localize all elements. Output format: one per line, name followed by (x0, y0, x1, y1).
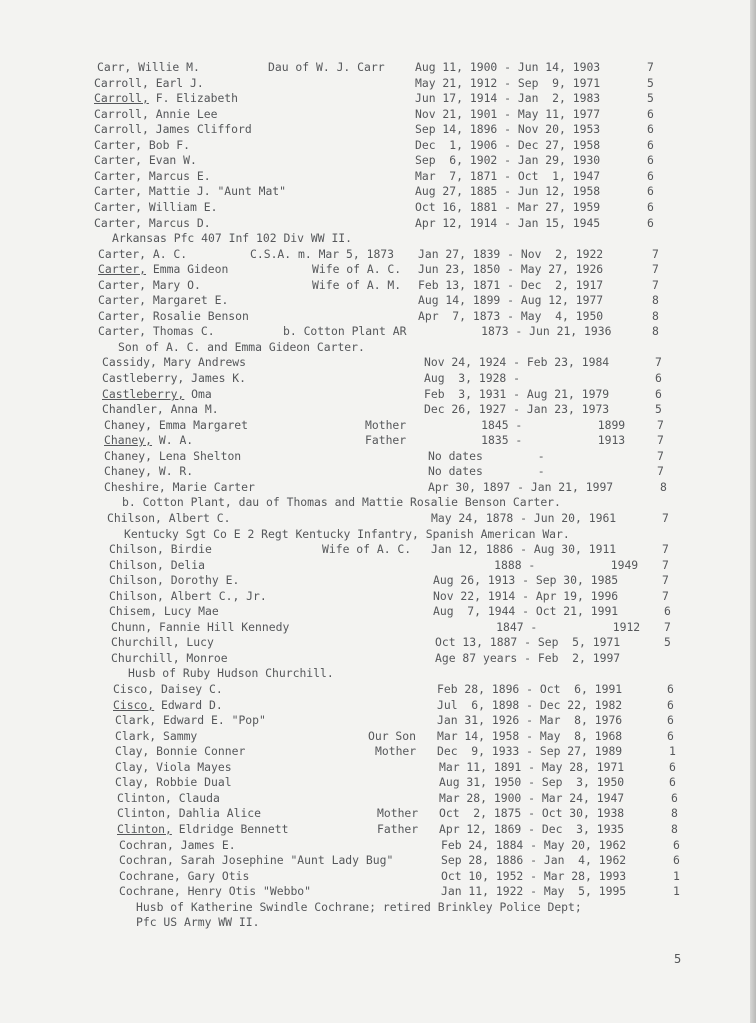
burial-record (0, 216, 740, 231)
record-section-code: 7 (652, 262, 659, 276)
record-section-code: 7 (647, 60, 654, 74)
record-name: Castleberry, Oma (102, 387, 212, 401)
record-section-code: 7 (662, 573, 669, 587)
record-section-code: 8 (652, 309, 659, 323)
burial-record (0, 418, 740, 433)
burial-record (0, 713, 740, 728)
record-dates: Dec 1, 1906 - Dec 27, 1958 (415, 138, 601, 152)
record-name: Churchill, Monroe (111, 651, 228, 665)
record-dates: Feb 13, 1871 - Dec 2, 1917 (418, 278, 604, 292)
burial-record (0, 604, 740, 619)
record-name: Carter, Mary O. (98, 278, 201, 292)
record-dates: May 21, 1912 - Sep 9, 1971 (415, 76, 601, 90)
record-dates: Mar 14, 1958 - May 8, 1968 (437, 729, 623, 743)
record-section-code: 1 (673, 884, 680, 898)
record-dates: Aug 26, 1913 - Sep 30, 1985 (433, 573, 619, 587)
record-section-code: 6 (647, 107, 654, 121)
record-name: Carroll, James Clifford (94, 122, 252, 136)
record-name: Cochrane, Gary Otis (119, 869, 250, 883)
burial-record (0, 324, 740, 339)
record-name: Cisco, Edward D. (113, 698, 223, 712)
record-dates: No dates - (428, 464, 545, 478)
record-name: Cochrane, Henry Otis "Webbo" (119, 884, 312, 898)
record-name: Clark, Edward E. "Pop" (115, 713, 266, 727)
record-section-code: 6 (671, 791, 678, 805)
record-name: Carr, Willie M. (97, 60, 200, 74)
record-name: Chaney, Emma Margaret (104, 418, 249, 432)
record-name: Chilson, Delia (109, 558, 206, 572)
burial-record (0, 122, 740, 137)
burial-record (0, 387, 740, 402)
record-dates: 1873 - Jun 21, 1936 (440, 324, 612, 338)
entry-note-line: Arkansas Pfc 407 Inf 102 Div WW II. (112, 231, 353, 245)
burial-record (0, 169, 740, 184)
burial-record (0, 480, 740, 495)
record-dates: May 24, 1878 - Jun 20, 1961 (431, 511, 617, 525)
record-dates: Sep 28, 1886 - Jan 4, 1962 (441, 853, 627, 867)
burial-record (0, 651, 740, 666)
record-name: Carter, Margaret E. (98, 293, 229, 307)
record-dates: Apr 12, 1869 - Dec 3, 1935 (439, 822, 625, 836)
record-dates: Aug 31, 1950 - Sep 3, 1950 (439, 775, 625, 789)
record-section-code: 6 (669, 775, 676, 789)
record-dates: Jan 11, 1922 - May 5, 1995 (441, 884, 627, 898)
record-section-code: 6 (655, 371, 662, 385)
record-name: Carter, Evan W. (94, 153, 197, 167)
record-dates: Jul 6, 1898 - Dec 22, 1982 (437, 698, 623, 712)
record-relation: Father (377, 822, 419, 836)
record-dates: Sep 6, 1902 - Jan 29, 1930 (415, 153, 601, 167)
burial-record (0, 744, 740, 759)
record-name: Cisco, Daisey C. (113, 682, 223, 696)
record-name: Carter, Emma Gideon (98, 262, 229, 276)
record-dates: Age 87 years - Feb 2, 1997 (435, 651, 621, 665)
record-dates: 1845 - 1899 (440, 418, 626, 432)
record-section-code: 6 (667, 698, 674, 712)
record-name: Chaney, W. R. (104, 464, 194, 478)
record-dates: Jun 23, 1850 - May 27, 1926 (418, 262, 604, 276)
record-dates: No dates - (428, 449, 545, 463)
record-relation: b. Cotton Plant AR (283, 324, 407, 338)
record-name: Chunn, Fannie Hill Kennedy (111, 620, 290, 634)
burial-record (0, 449, 740, 464)
record-dates: Jan 12, 1886 - Aug 30, 1911 (431, 542, 617, 556)
record-dates: Feb 3, 1931 - Aug 21, 1979 (424, 387, 610, 401)
record-dates: Jun 17, 1914 - Jan 2, 1983 (415, 91, 601, 105)
record-name: Carter, A. C. (98, 247, 188, 261)
record-name: Clark, Sammy (115, 729, 198, 743)
record-name: Carter, Marcus D. (94, 216, 211, 230)
record-section-code: 7 (657, 433, 664, 447)
record-section-code: 7 (657, 449, 664, 463)
record-section-code: 8 (652, 293, 659, 307)
burial-record (0, 293, 740, 308)
record-relation: Our Son (368, 729, 417, 743)
record-dates: Aug 14, 1899 - Aug 12, 1977 (418, 293, 604, 307)
record-name: Clay, Bonnie Conner (115, 744, 246, 758)
record-dates: Mar 7, 1871 - Oct 1, 1947 (415, 169, 601, 183)
burial-record (0, 806, 740, 821)
record-section-code: 5 (647, 91, 654, 105)
record-dates: Mar 11, 1891 - May 28, 1971 (439, 760, 625, 774)
burial-record (0, 760, 740, 775)
entry-note-line: Husb of Ruby Hudson Churchill. (128, 666, 334, 680)
burial-record (0, 153, 740, 168)
record-section-code: 1 (669, 744, 676, 758)
record-section-code: 6 (647, 184, 654, 198)
record-name: Chilson, Albert C. (107, 511, 231, 525)
burial-record (0, 60, 740, 75)
record-name: Clay, Robbie Dual (115, 775, 232, 789)
burial-record (0, 791, 740, 806)
record-name: Clinton, Eldridge Bennett (117, 822, 289, 836)
record-section-code: 7 (664, 620, 671, 634)
record-dates: Jan 31, 1926 - Mar 8, 1976 (437, 713, 623, 727)
record-relation: Mother (375, 744, 417, 758)
record-name: Castleberry, James K. (102, 371, 247, 385)
record-section-code: 6 (673, 853, 680, 867)
record-section-code: 6 (647, 138, 654, 152)
record-dates: Oct 13, 1887 - Sep 5, 1971 (435, 635, 621, 649)
record-section-code: 5 (655, 402, 662, 416)
record-name: Carroll, F. Elizabeth (94, 91, 239, 105)
record-dates: Mar 28, 1900 - Mar 24, 1947 (439, 791, 625, 805)
record-dates: Nov 24, 1924 - Feb 23, 1984 (424, 355, 610, 369)
burial-record (0, 76, 740, 91)
record-section-code: 7 (652, 247, 659, 261)
record-dates: Feb 24, 1884 - May 20, 1962 (441, 838, 627, 852)
record-dates: Aug 27, 1885 - Jun 12, 1958 (415, 184, 601, 198)
burial-record (0, 838, 740, 853)
record-section-code: 7 (662, 558, 669, 572)
record-dates: 1835 - 1913 (440, 433, 626, 447)
record-dates: Aug 7, 1944 - Oct 21, 1991 (433, 604, 619, 618)
burial-record (0, 542, 740, 557)
record-section-code: 7 (662, 511, 669, 525)
burial-record (0, 262, 740, 277)
record-name: Chaney, W. A. (104, 433, 194, 447)
record-dates: Dec 26, 1927 - Jan 23, 1973 (424, 402, 610, 416)
record-relation: Dau of W. J. Carr (268, 60, 385, 74)
record-name: Chilson, Albert C., Jr. (109, 589, 267, 603)
record-name: Carroll, Annie Lee (94, 107, 218, 121)
record-dates: Sep 14, 1896 - Nov 20, 1953 (415, 122, 601, 136)
record-relation: C.S.A. m. Mar 5, 1873 (250, 247, 395, 261)
burial-record (0, 184, 740, 199)
record-section-code: 6 (667, 682, 674, 696)
record-name: Carter, Marcus E. (94, 169, 211, 183)
burial-record (0, 371, 740, 386)
record-dates: Apr 7, 1873 - May 4, 1950 (418, 309, 604, 323)
record-section-code: 6 (669, 760, 676, 774)
burial-record (0, 822, 740, 837)
burial-record (0, 775, 740, 790)
burial-record (0, 278, 740, 293)
entry-note-line: Husb of Katherine Swindle Cochrane; retired Brinkley Police Dept; (136, 900, 582, 914)
record-section-code: 6 (647, 153, 654, 167)
record-name: Clay, Viola Mayes (115, 760, 232, 774)
burial-record (0, 729, 740, 744)
record-relation: Father (365, 433, 407, 447)
record-dates: 1847 - 1912 (455, 620, 641, 634)
burial-record (0, 620, 740, 635)
record-name: Carter, Rosalie Benson (98, 309, 249, 323)
record-dates: Nov 22, 1914 - Apr 19, 1996 (433, 589, 619, 603)
record-name: Carter, Mattie J. "Aunt Mat" (94, 184, 287, 198)
record-relation: Wife of A. C. (312, 262, 402, 276)
burial-record (0, 853, 740, 868)
record-dates: Jan 27, 1839 - Nov 2, 1922 (418, 247, 604, 261)
record-dates: Aug 11, 1900 - Jun 14, 1903 (415, 60, 601, 74)
record-section-code: 6 (667, 729, 674, 743)
record-relation: Mother (377, 806, 419, 820)
burial-record (0, 558, 740, 573)
record-name: Chilson, Dorothy E. (109, 573, 240, 587)
record-dates: Apr 12, 1914 - Jan 15, 1945 (415, 216, 601, 230)
record-section-code: 8 (671, 822, 678, 836)
record-name: Clinton, Dahlia Alice (117, 806, 262, 820)
burial-record (0, 464, 740, 479)
record-name: Cheshire, Marie Carter (104, 480, 255, 494)
record-relation: Mother (365, 418, 407, 432)
burial-record (0, 247, 740, 262)
burial-record (0, 402, 740, 417)
record-section-code: 6 (647, 216, 654, 230)
record-section-code: 6 (664, 604, 671, 618)
record-section-code: 7 (662, 589, 669, 603)
record-dates: Dec 9, 1933 - Sep 27, 1989 (437, 744, 623, 758)
record-name: Chandler, Anna M. (102, 402, 219, 416)
burial-record (0, 635, 740, 650)
record-name: Carroll, Earl J. (94, 76, 204, 90)
record-name: Carter, William E. (94, 200, 218, 214)
record-section-code: 5 (664, 635, 671, 649)
burial-record (0, 433, 740, 448)
record-dates: Apr 30, 1897 - Jan 21, 1997 (428, 480, 614, 494)
burial-record (0, 573, 740, 588)
record-section-code: 7 (657, 464, 664, 478)
burial-record (0, 107, 740, 122)
page-number: 5 (674, 952, 682, 966)
record-name: Chisem, Lucy Mae (109, 604, 219, 618)
record-dates: Oct 2, 1875 - Oct 30, 1938 (439, 806, 625, 820)
record-name: Cassidy, Mary Andrews (102, 355, 247, 369)
record-section-code: 7 (652, 278, 659, 292)
page-edge-shadow (750, 0, 756, 1023)
burial-record (0, 884, 740, 899)
record-name: Churchill, Lucy (111, 635, 214, 649)
record-name: Clinton, Clauda (117, 791, 220, 805)
record-dates: Aug 3, 1928 - (424, 371, 521, 385)
burial-record (0, 869, 740, 884)
record-section-code: 6 (673, 838, 680, 852)
record-section-code: 1 (673, 869, 680, 883)
record-section-code: 6 (667, 713, 674, 727)
record-section-code: 8 (652, 324, 659, 338)
record-section-code: 8 (660, 480, 667, 494)
burial-record (0, 682, 740, 697)
burial-record (0, 309, 740, 324)
record-section-code: 7 (662, 542, 669, 556)
record-section-code: 7 (657, 418, 664, 432)
record-section-code: 5 (647, 76, 654, 90)
record-section-code: 6 (655, 387, 662, 401)
burial-record (0, 511, 740, 526)
record-dates: Oct 16, 1881 - Mar 27, 1959 (415, 200, 601, 214)
record-dates: Nov 21, 1901 - May 11, 1977 (415, 107, 601, 121)
record-name: Cochran, James E. (119, 838, 236, 852)
burial-record (0, 589, 740, 604)
burial-record (0, 200, 740, 215)
record-name: Cochran, Sarah Josephine "Aunt Lady Bug" (119, 853, 394, 867)
record-name: Carter, Thomas C. (98, 324, 215, 338)
entry-note-line: b. Cotton Plant, dau of Thomas and Mattie Rosalie Benson Carter. (122, 495, 561, 509)
record-name: Chilson, Birdie (109, 542, 212, 556)
record-section-code: 8 (671, 806, 678, 820)
record-name: Carter, Bob F. (94, 138, 191, 152)
entry-note-line: Pfc US Army WW II. (136, 915, 260, 929)
record-section-code: 7 (655, 355, 662, 369)
record-relation: Wife of A. M. (312, 278, 402, 292)
record-dates: Feb 28, 1896 - Oct 6, 1991 (437, 682, 623, 696)
burial-record (0, 698, 740, 713)
burial-record (0, 138, 740, 153)
record-dates: Oct 10, 1952 - Mar 28, 1993 (441, 869, 627, 883)
record-section-code: 6 (647, 169, 654, 183)
record-section-code: 6 (647, 122, 654, 136)
entry-note-line: Son of A. C. and Emma Gideon Carter. (118, 340, 365, 354)
burial-record (0, 91, 740, 106)
record-dates: 1888 - 1949 (453, 558, 639, 572)
record-relation: Wife of A. C. (322, 542, 412, 556)
burial-record (0, 355, 740, 370)
record-name: Chaney, Lena Shelton (104, 449, 242, 463)
record-section-code: 6 (647, 200, 654, 214)
entry-note-line: Kentucky Sgt Co E 2 Regt Kentucky Infantry, Spanish American War. (124, 527, 570, 541)
